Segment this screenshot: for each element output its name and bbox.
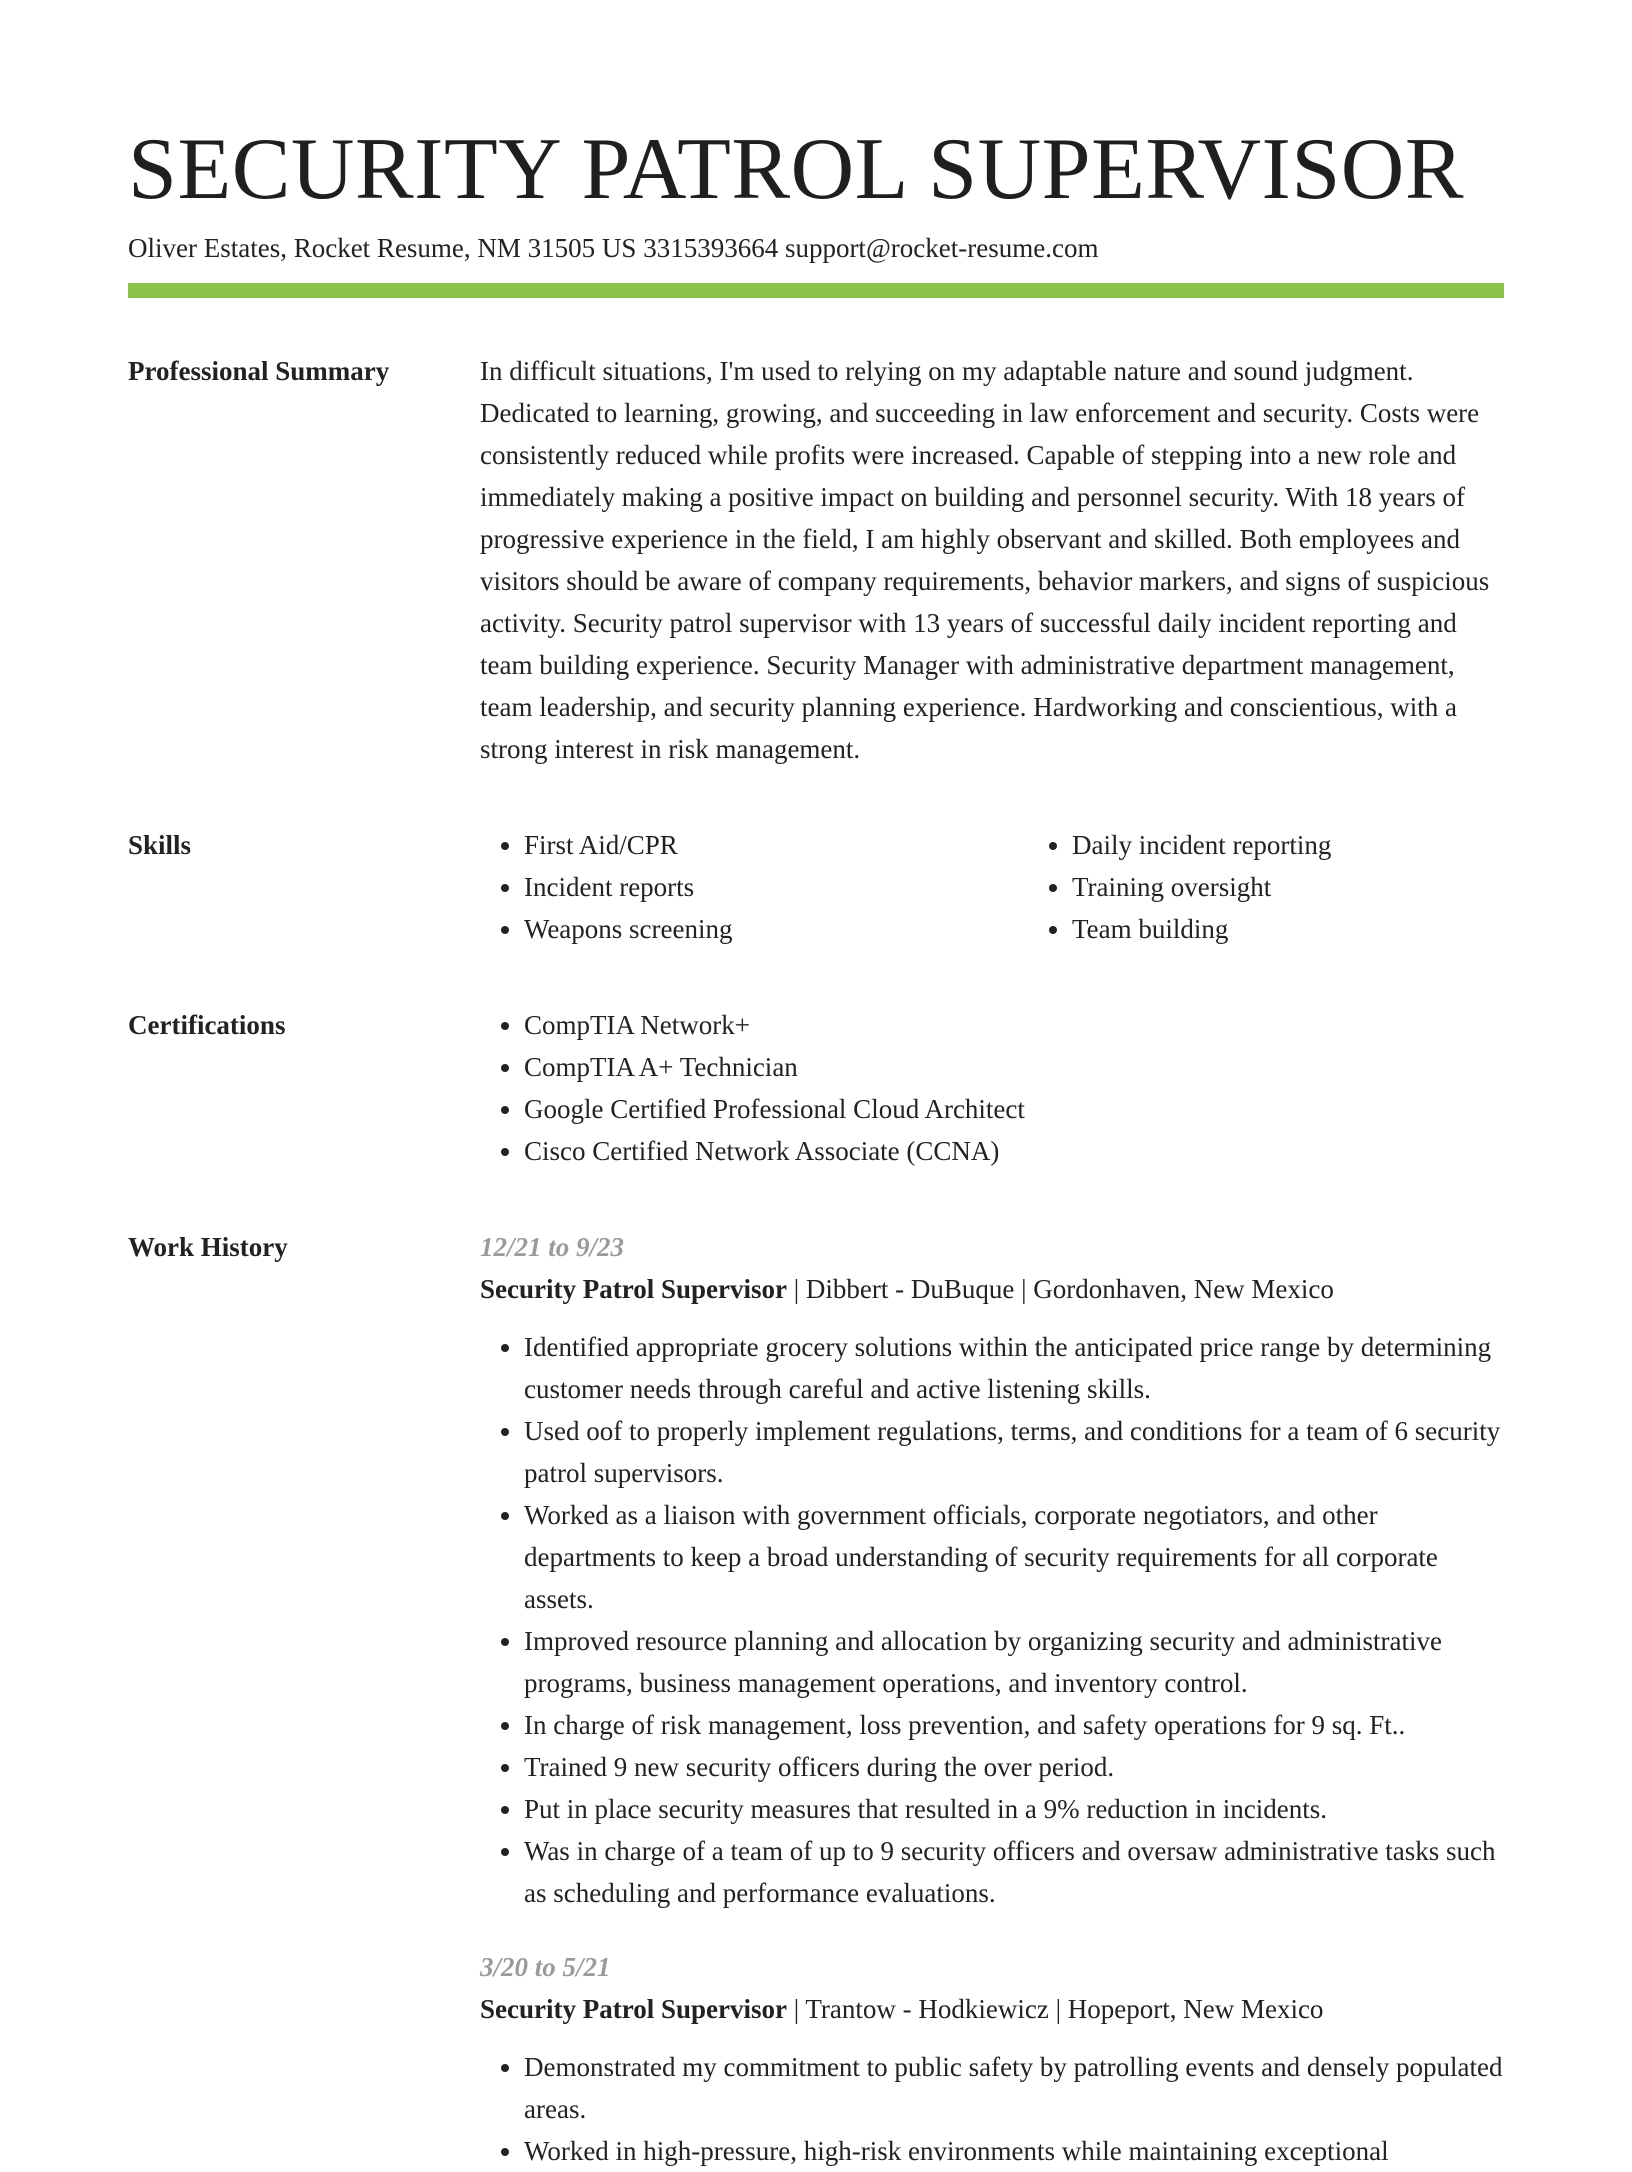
job-bullets	[480, 1326, 1504, 1914]
skills-heading: Skills	[128, 830, 192, 860]
resume-page	[128, 120, 1504, 2172]
skills-list-right	[1028, 824, 1576, 950]
certification-item: • CompTIA A+ Technician	[524, 1046, 1504, 1088]
summary-section	[128, 350, 1504, 770]
certification-item: • Google Certified Professional Cloud Architect	[524, 1088, 1504, 1130]
job-title: Security Patrol Supervisor	[480, 1994, 787, 2024]
skills-list-left	[480, 824, 1028, 950]
job-bullet: • Demonstrated my commitment to public safety by patrolling events and densely populated areas.	[524, 2046, 1504, 2130]
skills-section	[128, 824, 1504, 950]
job-bullet: • Worked in high-pressure, high-risk environments while maintaining exceptional	[524, 2130, 1504, 2172]
certification-item: • Cisco Certified Network Associate (CCNA)	[524, 1130, 1504, 1172]
summary-text: In difficult situations, I'm used to relying on my adaptable nature and sound judgment. Dedicated to learning, growing, and succeeding in law enforcement and security. Costs were consistently reduced while profits were increased. Capable of stepping into a new role and immediately making a positive impact on building and personnel security. With 18 years of progressive experience in the field, I am highly observant and skilled. Both employees and visitors should be aware of company requirements, behavior markers, and signs of suspicious activity. Security patrol supervisor with 13 years of successful daily incident reporting and team building experience. Security Manager with administrative department management, team leadership, and security planning experience. Hardworking and conscientious, with a strong interest in risk management.	[480, 356, 1490, 764]
job-dates: 12/21 to 9/23	[480, 1232, 625, 1262]
certifications-list	[480, 1004, 1504, 1172]
skill-item: • Training oversight	[1072, 866, 1576, 908]
job-entry	[480, 1946, 1504, 2172]
skill-item: • Team building	[1072, 908, 1576, 950]
job-bullet: • In charge of risk management, loss prevention, and safety operations for 9 sq. Ft..	[524, 1704, 1504, 1746]
job-bullet: • Used oof to properly implement regulations, terms, and conditions for a team of 6 security patrol supervisors.	[524, 1410, 1504, 1494]
certifications-heading: Certifications	[128, 1010, 286, 1040]
job-bullet: • Worked as a liaison with government officials, corporate negotiators, and other departments to keep a broad understanding of security requirements for all corporate assets.	[524, 1494, 1504, 1620]
skill-item: • Daily incident reporting	[1072, 824, 1576, 866]
skill-item: • First Aid/CPR	[524, 824, 1028, 866]
job-heading	[480, 1268, 1504, 1310]
job-employer-location: | Dibbert - DuBuque | Gordonhaven, New Mexico	[786, 1274, 1334, 1304]
job-employer-location: | Trantow - Hodkiewicz | Hopeport, New Mexico	[786, 1994, 1324, 2024]
certifications-section	[128, 1004, 1504, 1172]
candidate-name: SECURITY PATROL SUPERVISOR	[128, 121, 1465, 218]
job-heading	[480, 1988, 1504, 2030]
job-bullet: • Put in place security measures that resulted in a 9% reduction in incidents.	[524, 1788, 1504, 1830]
skill-item: • Weapons screening	[524, 908, 1028, 950]
job-bullet: • Trained 9 new security officers during the over period.	[524, 1746, 1504, 1788]
job-bullet: • Was in charge of a team of up to 9 security officers and oversaw administrative tasks such as scheduling and performance evaluations.	[524, 1830, 1504, 1914]
job-entry	[480, 1226, 1504, 1914]
job-bullet: • Identified appropriate grocery solutions within the anticipated price range by determining customer needs through careful and active listening skills.	[524, 1326, 1504, 1410]
job-title: Security Patrol Supervisor	[480, 1274, 787, 1304]
job-dates: 3/20 to 5/21	[480, 1952, 611, 1982]
work-history-section	[128, 1226, 1504, 2172]
accent-divider	[128, 283, 1504, 298]
job-bullet: • Improved resource planning and allocation by organizing security and administrative programs, business management operations, and inventory control.	[524, 1620, 1504, 1704]
contact-info: Oliver Estates, Rocket Resume, NM 31505 US 3315393664 support@rocket-resume.com	[128, 233, 1099, 263]
skill-item: • Incident reports	[524, 866, 1028, 908]
certification-item: • CompTIA Network+	[524, 1004, 1504, 1046]
work-history-heading: Work History	[128, 1232, 288, 1262]
summary-heading: Professional Summary	[128, 356, 390, 386]
job-bullets	[480, 2046, 1504, 2172]
